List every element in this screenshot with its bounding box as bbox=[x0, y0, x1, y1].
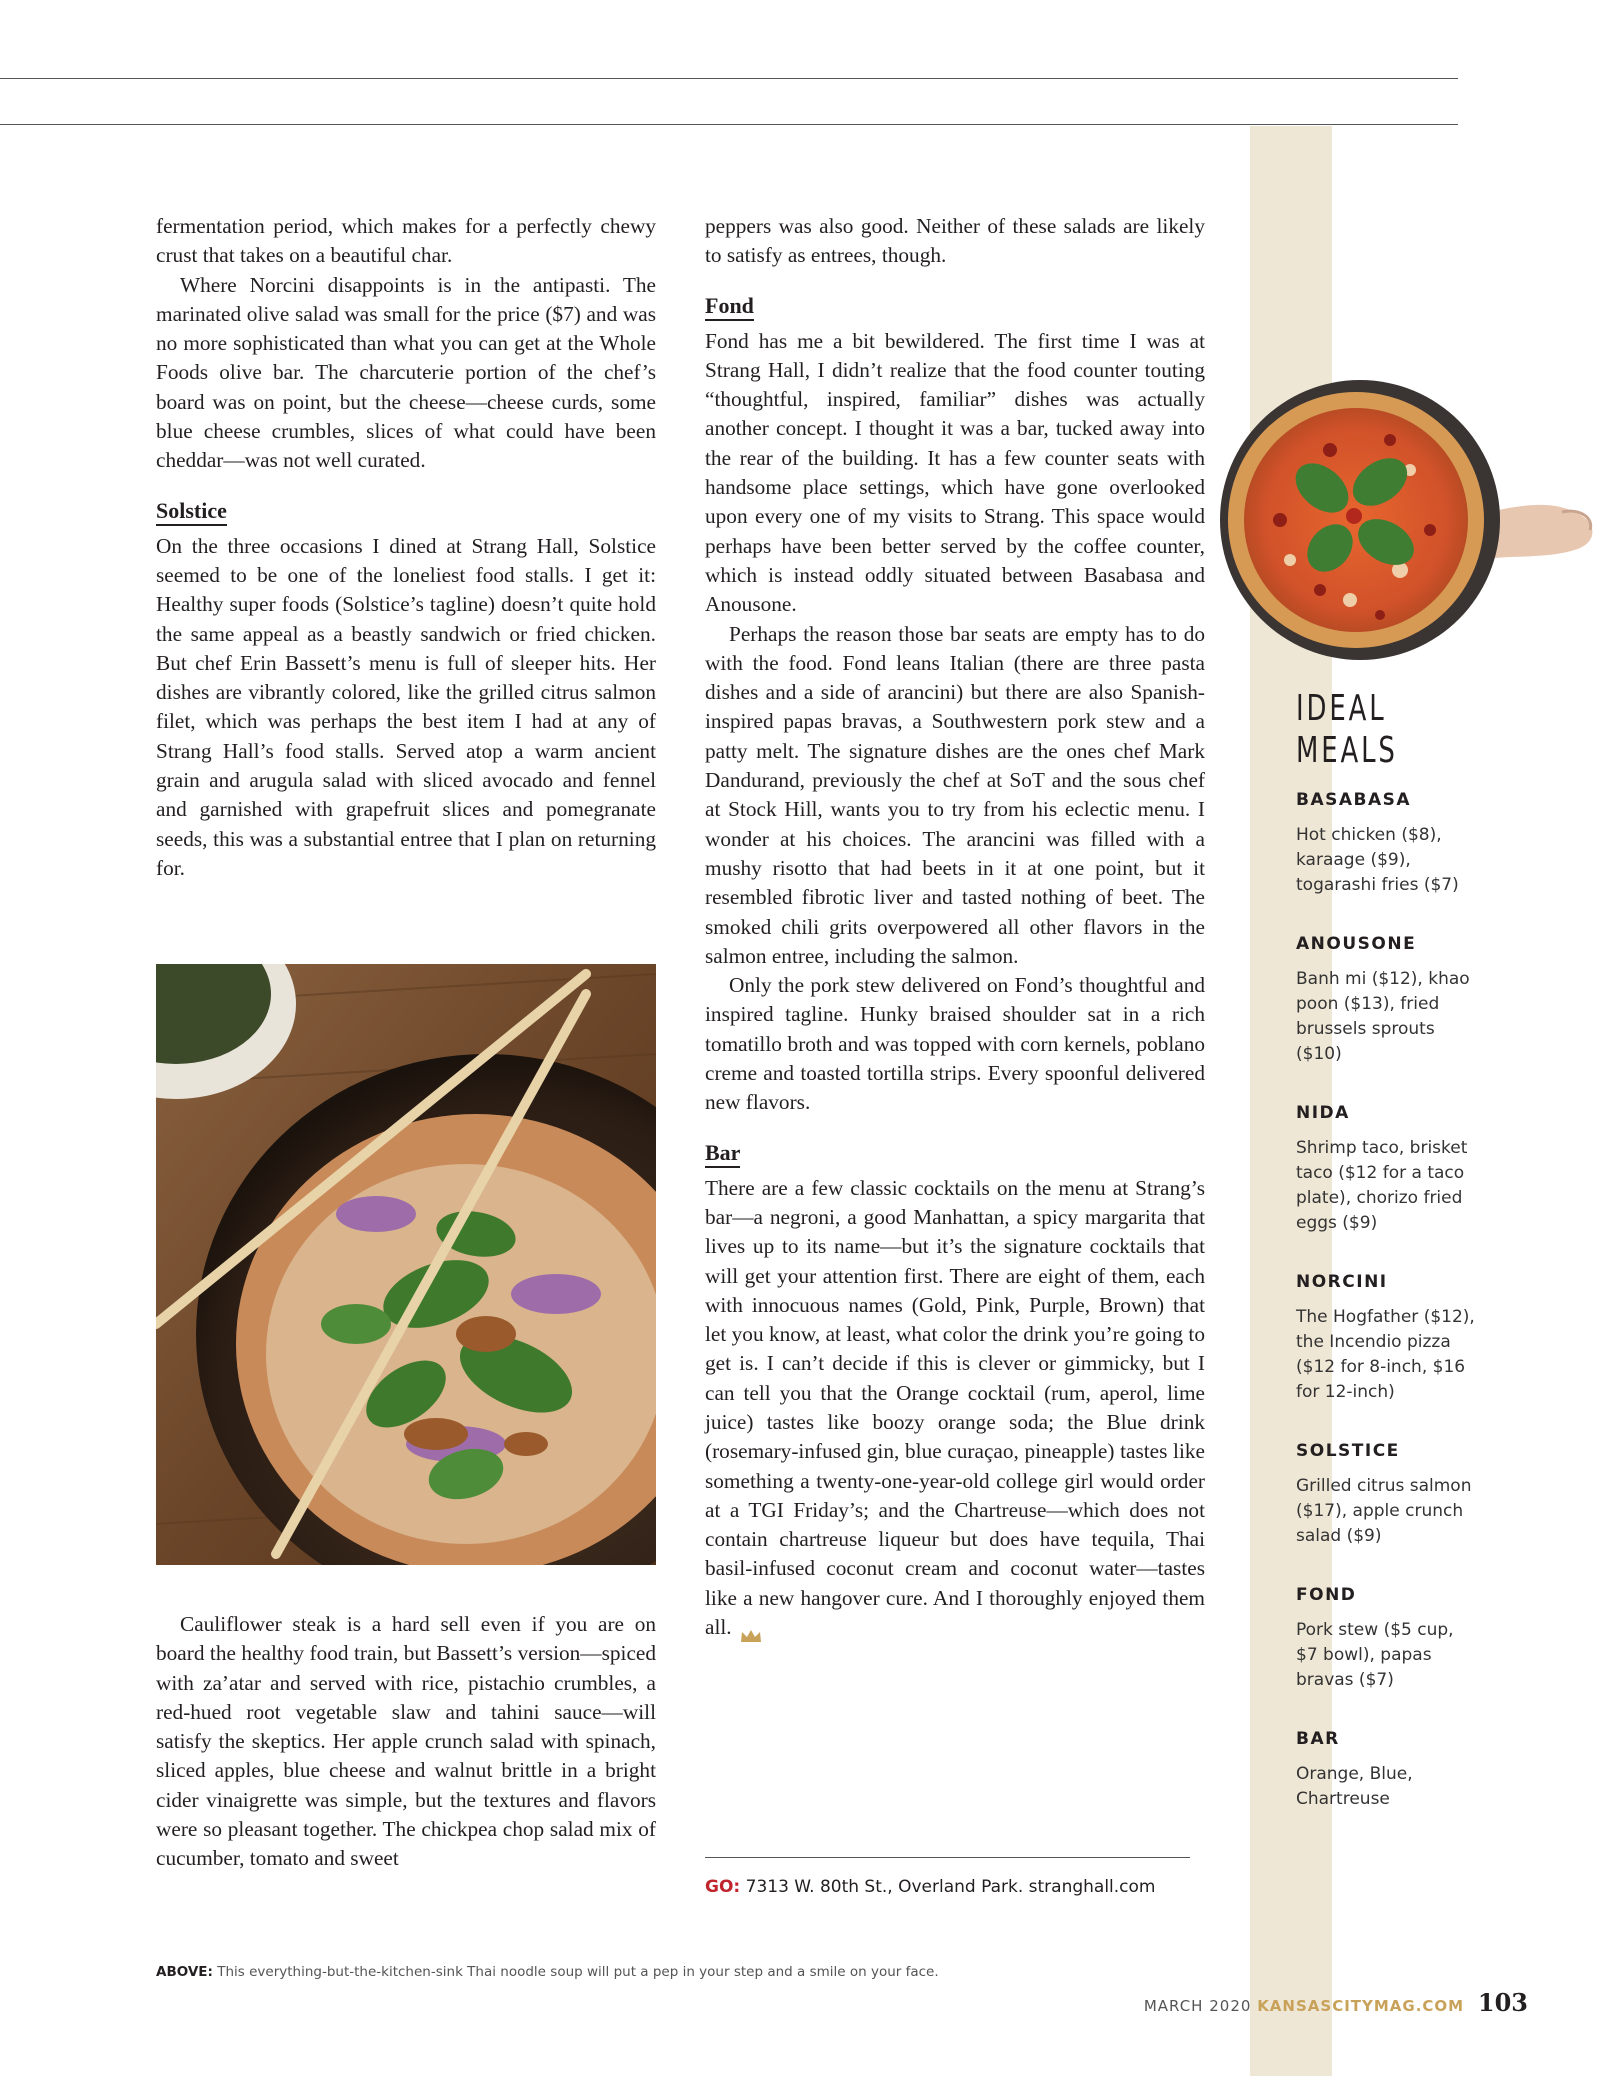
section-heading-fond: Fond bbox=[705, 293, 754, 321]
header-rule-bottom bbox=[0, 124, 1458, 125]
article-paragraph: Only the pork stew delivered on Fond’s thoughtful and inspired tagline. Hunky braised shoulder sat in a rich tomatillo broth and was topped with corn kernels, poblano creme and toasted tortilla strips. Every spoonful delivered new flavors. bbox=[705, 973, 1205, 1115]
header-rule-top bbox=[0, 78, 1458, 79]
article-paragraph: On the three occasions I dined at Strang Hall, Solstice seemed to be one of the loneliest food stalls. I get it: Healthy super foods (Solstice’s tagline) doesn’t quite hold the same appeal as a beastly sandwich or fried chicken. But chef Erin Bassett’s menu is full of sleeper hits. Her dishes are vibrantly colored, like the grilled citrus salmon filet, which was perhaps the best item I had at any of Strang Hall’s food stalls. Served atop a warm ancient grain and arugula salad with sliced avocado and fennel and garnished with grapefruit slices and pomegranate seeds, this was a substantial entree that I plan on returning for. bbox=[156, 533, 656, 880]
meal-items: Hot chicken ($8), karaage ($9), togarashi fries ($7) bbox=[1296, 825, 1459, 895]
meal-entry bbox=[1296, 1103, 1476, 1236]
page-number: 103 bbox=[1477, 1988, 1528, 2017]
meal-entry bbox=[1296, 1272, 1476, 1405]
meal-venue-name: BASABASA bbox=[1296, 790, 1412, 810]
go-label: GO: bbox=[705, 1877, 741, 1897]
article-column-left-bottom bbox=[156, 1610, 656, 1874]
meal-items: Shrimp taco, brisket taco ($12 for a taco plate), chorizo fried eggs ($9) bbox=[1296, 1138, 1468, 1233]
folio-website-link[interactable]: KANSASCITYMAG.COM bbox=[1257, 1997, 1465, 2015]
meal-items: The Hogfather ($12), the Incendio pizza ($12 for 8-inch, $16 for 12-inch) bbox=[1296, 1307, 1475, 1402]
go-divider bbox=[705, 1857, 1190, 1858]
meal-entry bbox=[1296, 934, 1476, 1067]
article-paragraph: Cauliflower steak is a hard sell even if you are on board the healthy food train, but Bassett’s version—spiced with za’atar and served with rice, pistachio crumbles, a red-hued root vegetable slaw and tahini sauce—will satisfy the skeptics. Her apple crunch salad with spinach, sliced apples, blue cheese and walnut brittle in a bright cider vinaigrette was simple, but the textures and flavors were so pleasant together. The chickpea chop salad mix of cucumber, tomato and sweet bbox=[156, 1612, 656, 1871]
go-info bbox=[705, 1877, 1156, 1897]
folio-issue: MARCH 2020 bbox=[1143, 1997, 1252, 2015]
section-heading-bar: Bar bbox=[705, 1140, 740, 1168]
article-paragraph: peppers was also good. Neither of these salads are likely to satisfy as entrees, though. bbox=[705, 214, 1205, 268]
sidebar-title: IDEAL MEALS bbox=[1296, 688, 1398, 771]
page-folio bbox=[1144, 1988, 1528, 2017]
crown-end-mark-icon bbox=[740, 1622, 762, 1636]
article-column-left-top bbox=[156, 212, 656, 883]
meal-items: Pork stew ($5 cup, $7 bowl), papas bravas ($7) bbox=[1296, 1620, 1454, 1690]
article-paragraph: Perhaps the reason those bar seats are empty has to do with the food. Fond leans Italian (there are three pasta dishes and a side of arancini) but there are also Spanish-inspired papas bravas, a Southwestern pork stew and a patty melt. The signature dishes are the ones chef Mark Dandurand, previously the chef at SoT and the sous chef at Stock Hill, wants you to try from his eclectic menu. I wonder at his choices. The arancini was filled with a mushy risotto that had beets in it at one point, but it resembled fibrotic liver and tasted nothing of beet. The smoked chili grits overpowered all other flavors in the salmon entree, including the salmon. bbox=[705, 621, 1205, 968]
bar-paragraph-text: There are a few classic cocktails on the menu at Strang’s bar—a negroni, a good Manhattan, a spicy margarita that lives up to its name—but it’s the signature cocktails that will get your attention first. There are eight of them, each with innocuous names (Gold, Pink, Purple, Brown) that let you know, at least, what color the drink you’re going to get is. I can’t decide if this is clever or gimmicky, but I can tell you that the Orange cocktail (rum, aperol, lime juice) tastes like boozy orange soda; the Blue drink (rosemary-infused gin, blue curaçao, pineapple) tastes like something a twenty-one-year-old college girl would order at a TGI Friday’s; and the Chartreuse—which does not contain chartreuse liqueur but does have tequila, Thai basil-infused coconut cream and coconut water—tastes like a new hangover cure. And I thoroughly enjoyed them all. bbox=[705, 1175, 1205, 1640]
pizza-photo bbox=[1210, 370, 1598, 670]
meal-items: Banh mi ($12), khao poon ($13), fried brussels sprouts ($10) bbox=[1296, 969, 1470, 1064]
section-heading-solstice: Solstice bbox=[156, 498, 227, 526]
article-column-middle bbox=[705, 212, 1205, 1642]
meal-entry bbox=[1296, 1729, 1476, 1812]
meal-venue-name: NIDA bbox=[1296, 1103, 1350, 1123]
article-paragraph-bar bbox=[705, 1174, 1205, 1643]
meal-entry bbox=[1296, 790, 1476, 898]
meal-items: Orange, Blue, Chartreuse bbox=[1296, 1764, 1413, 1809]
meal-entry bbox=[1296, 1585, 1476, 1693]
meal-items: Grilled citrus salmon ($17), apple crunch salad ($9) bbox=[1296, 1476, 1472, 1546]
meal-venue-name: FOND bbox=[1296, 1585, 1357, 1605]
meal-venue-name: SOLSTICE bbox=[1296, 1441, 1400, 1461]
ideal-meals-list bbox=[1296, 790, 1476, 1848]
go-address: 7313 W. 80th St., Overland Park. stranghall.com bbox=[745, 1877, 1156, 1897]
article-paragraph: Where Norcini disappoints is in the antipasti. The marinated olive salad was small for the price ($7) and was no more sophisticated than what you can get at the Whole Foods olive bar. The charcuterie portion of the chef’s board was on point, but the cheese—cheese curds, some blue cheese crumbles, slices of what could have been cheddar—was not well curated. bbox=[156, 272, 656, 473]
thai-noodle-soup-photo bbox=[156, 964, 656, 1565]
article-paragraph: Fond has me a bit bewildered. The first time I was at Strang Hall, I didn’t realize that the food counter touting “thoughtful, inspired, familiar” dishes was actually another concept. I thought it was a bar, tucked away into the rear of the building. It has a few counter seats with handsome place settings, which have gone overlooked upon every one of my visits to Strang. This space would perhaps have been better served by the coffee counter, which is instead oddly situated between Basabasa and Anousone. bbox=[705, 328, 1205, 617]
caption-label: ABOVE: bbox=[156, 1964, 213, 1980]
caption-text: This everything-but-the-kitchen-sink Thai noodle soup will put a pep in your step and a smile on your face. bbox=[217, 1964, 939, 1980]
meal-venue-name: ANOUSONE bbox=[1296, 934, 1417, 954]
photo-caption bbox=[156, 1964, 939, 1980]
meal-venue-name: BAR bbox=[1296, 1729, 1340, 1749]
meal-venue-name: NORCINI bbox=[1296, 1272, 1388, 1292]
meal-entry bbox=[1296, 1441, 1476, 1549]
article-paragraph: fermentation period, which makes for a perfectly chewy crust that takes on a beautiful char. bbox=[156, 214, 656, 268]
